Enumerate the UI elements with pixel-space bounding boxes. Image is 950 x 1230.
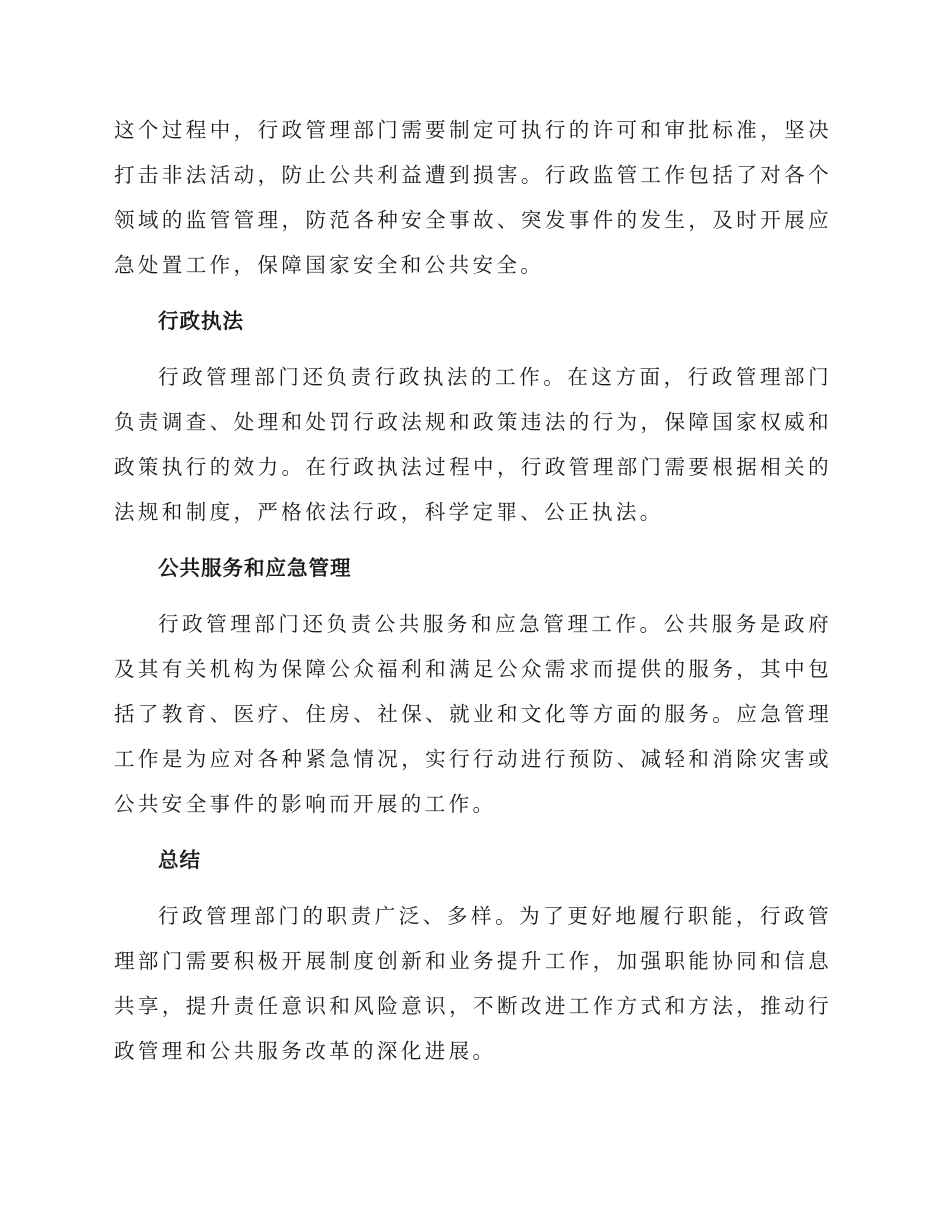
intro-paragraph: 这个过程中，行政管理部门需要制定可执行的许可和审批标准，坚决打击非法活动，防止公共利益遭到损害。行政监管工作包括了对各个领域的监管管理，防范各种安全事故、突发事件的发生，及时开展应急处置工作，保障国家安全和公共安全。 bbox=[114, 118, 832, 277]
section-paragraph-summary: 行政管理部门的职责广泛、多样。为了更好地履行职能，行政管理部门需要积极开展制度创新和业务提升工作，加强职能协同和信息共享，提升责任意识和风险意识，不断改进工作方式和方法，推动行政管理和公共服务改革的深化进展。 bbox=[114, 904, 832, 1063]
section-heading-public-service: 公共服务和应急管理 bbox=[158, 556, 352, 580]
section-heading-law-enforcement: 行政执法 bbox=[158, 309, 244, 333]
section-heading-summary: 总结 bbox=[158, 848, 201, 872]
document-body bbox=[114, 108, 832, 1074]
section-paragraph-law-enforcement: 行政管理部门还负责行政执法的工作。在这方面，行政管理部门负责调查、处理和处罚行政法规和政策违法的行为，保障国家权威和政策执行的效力。在行政执法过程中，行政管理部门需要根据相关的法规和制度，严格依法行政，科学定罪、公正执法。 bbox=[114, 365, 832, 524]
section-paragraph-public-service: 行政管理部门还负责公共服务和应急管理工作。公共服务是政府及其有关机构为保障公众福利和满足公众需求而提供的服务，其中包括了教育、医疗、住房、社保、就业和文化等方面的服务。应急管理工作是为应对各种紧急情况，实行行动进行预防、减轻和消除灾害或公共安全事件的影响而开展的工作。 bbox=[114, 612, 832, 816]
